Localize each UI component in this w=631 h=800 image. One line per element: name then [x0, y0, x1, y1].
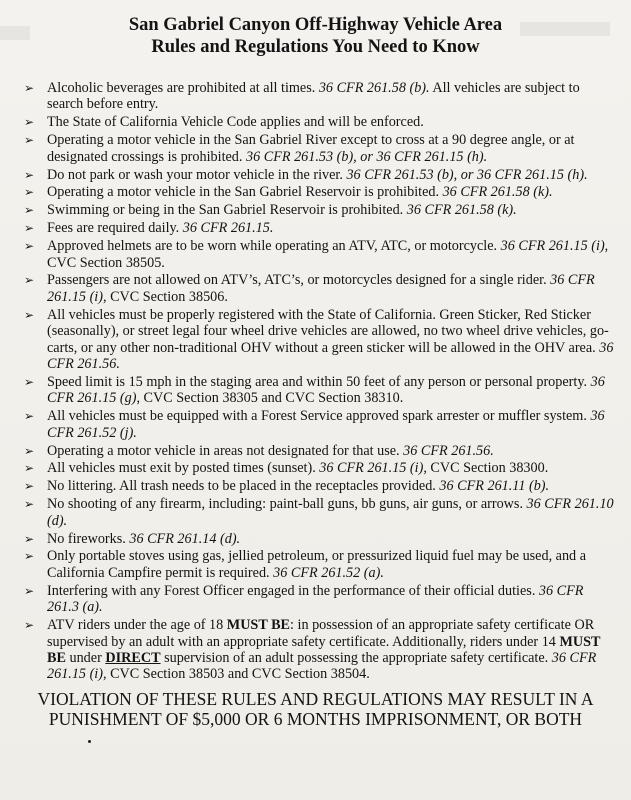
rule-item [22, 548, 616, 581]
arrow-bullet-icon: ➢ [24, 273, 35, 288]
rule-item [22, 114, 616, 130]
rule-text: All vehicles must be properly registered with the State of California. Green Sticker, Red Sticker (seasonally), or street legal four wheel drive vehicles are allowed, no two wheel drive vehicles, go-carts, or any other non-traditional OHV without a green sticker will be allowed in the OHV area. [47, 306, 609, 356]
rule-citation: 36 CFR 261.11 (b). [439, 478, 550, 495]
rule-citation: 36 CFR 261.56. [403, 442, 494, 459]
rule-text: All vehicles must exit by posted times (sunset). [47, 460, 320, 477]
rule-text: The State of California Vehicle Code applies and will be enforced. [47, 114, 424, 131]
rule-item [22, 374, 616, 407]
rule-text: under [65, 649, 106, 666]
rule-emphasis: DIRECT [105, 649, 161, 666]
rule-citation: 36 CFR 261.14 (d). [129, 530, 241, 547]
penalty-warning: VIOLATION OF THESE RULES AND REGULATIONS MAY RESULT IN A PUNISHMENT OF $5,000 OR 6 MONTHS IMPRISONMENT, OR BOTH [37, 689, 594, 729]
rule-citation: 36 CFR 261.53 (b), or 36 CFR 261.15 (h). [246, 148, 488, 165]
rule-text: Approved helmets are to be worn while operating an ATV, ATC, or motorcycle. [47, 238, 501, 255]
rule-item [22, 220, 616, 236]
rule-text: supervision of an adult possessing the appropriate safety certificate. [160, 649, 552, 666]
rule-citation: 36 CFR 261.15 (i) [47, 649, 597, 683]
rule-item [22, 531, 616, 547]
rule-item [22, 80, 616, 113]
page-title [0, 14, 631, 58]
rule-citation: 36 CFR 261.10 (d). [47, 496, 614, 529]
rule-item [22, 617, 616, 683]
arrow-bullet-icon: ➢ [24, 618, 35, 633]
rule-citation: 36 CFR 261.15 (i) [47, 272, 595, 305]
rule-text: Operating a motor vehicle in areas not designated for that use. [47, 442, 404, 459]
rule-text: Operating a motor vehicle in the San Gabriel Reservoir is prohibited. [47, 184, 443, 201]
rule-citation: 36 CFR 261.15 (g) [47, 373, 605, 407]
rule-item [22, 184, 616, 200]
rule-text: Fees are required daily. [47, 220, 183, 237]
rule-item [22, 583, 616, 616]
rule-citation: 36 CFR 261.52 (a). [273, 564, 384, 581]
arrow-bullet-icon: ➢ [24, 239, 35, 254]
arrow-bullet-icon: ➢ [24, 203, 35, 218]
rules-list [22, 80, 616, 684]
rule-item [22, 460, 616, 476]
rule-text: No littering. All trash needs to be placed in the receptacles provided. [47, 478, 440, 495]
rule-citation: 36 CFR 261.58 (b). [318, 80, 430, 96]
rule-item [22, 307, 616, 373]
rule-item [22, 132, 616, 165]
arrow-bullet-icon: ➢ [24, 221, 35, 236]
arrow-bullet-icon: ➢ [24, 461, 35, 476]
rule-item [22, 238, 616, 271]
rule-text: No fireworks. [47, 530, 130, 547]
scan-speck [88, 740, 91, 743]
rule-text: Alcoholic beverages are prohibited at all times. [47, 80, 319, 96]
arrow-bullet-icon: ➢ [24, 409, 35, 424]
rule-item [22, 496, 616, 529]
rule-citation: 36 CFR 261.15 (i) [319, 460, 424, 477]
arrow-bullet-icon: ➢ [24, 531, 35, 546]
rule-citation: 36 CFR 261.3 (a). [47, 582, 584, 616]
arrow-bullet-icon: ➢ [24, 497, 35, 512]
arrow-bullet-icon: ➢ [24, 549, 35, 564]
rule-text: Do not park or wash your motor vehicle in the river. [47, 166, 347, 183]
arrow-bullet-icon: ➢ [24, 167, 35, 182]
rule-text: , CVC Section 38305 and CVC Section 38310. [136, 390, 404, 407]
rule-item [22, 408, 616, 441]
rule-citation: 36 CFR 261.15 (i) [500, 238, 605, 255]
rule-text: Only portable stoves using gas, jellied petroleum, or pressurized liquid fuel may be used, and a California Campfire permit is required. [47, 548, 586, 581]
rule-text: , CVC Section 38503 and CVC Section 38504. [102, 666, 370, 683]
rule-text: No shooting of any firearm, including: paint-ball guns, bb guns, air guns, or arrows. [47, 496, 527, 513]
arrow-bullet-icon: ➢ [24, 583, 35, 598]
rule-citation: 36 CFR 261.15. [182, 220, 274, 237]
arrow-bullet-icon: ➢ [24, 133, 35, 148]
rule-item [22, 202, 616, 218]
arrow-bullet-icon: ➢ [24, 479, 35, 494]
rule-text: All vehicles are subject to search before entry. [47, 80, 580, 113]
arrow-bullet-icon: ➢ [24, 307, 35, 322]
rule-text: , CVC Section 38506. [102, 288, 228, 305]
rule-text: , CVC Section 38300. [423, 460, 549, 477]
rule-text: Interfering with any Forest Officer engaged in the performance of their official duties. [47, 582, 539, 599]
rule-text: Operating a motor vehicle in the San Gabriel River except to cross at a 90 degree angle, or at designated crossings is prohibited. [47, 132, 575, 165]
title-line-1: San Gabriel Canyon Off-Highway Vehicle Area [128, 15, 503, 35]
rule-citation: 36 CFR 261.58 (k). [442, 184, 553, 201]
rule-text: : in possession of an appropriate safety certificate OR supervised by an adult with an appropriate safety certificate. Additionally, riders under 14 [47, 617, 595, 650]
rule-item [22, 167, 616, 183]
rule-text: ATV riders under the age of 18 [47, 617, 227, 634]
rule-item [22, 478, 616, 494]
arrow-bullet-icon: ➢ [24, 81, 35, 95]
rule-citation: 36 CFR 261.56. [47, 339, 614, 372]
rule-item [22, 272, 616, 305]
rule-citation: 36 CFR 261.53 (b), or 36 CFR 261.15 (h). [346, 166, 588, 183]
rule-text: Passengers are not allowed on ATV’s, ATC’s, or motorcycles designed for a single rider. [47, 272, 551, 289]
rule-text: , CVC Section 38505. [47, 238, 609, 271]
arrow-bullet-icon: ➢ [24, 443, 35, 458]
rule-emphasis: MUST BE [226, 617, 291, 634]
rule-item [22, 443, 616, 459]
rule-citation: 36 CFR 261.58 (k). [406, 202, 517, 219]
arrow-bullet-icon: ➢ [24, 115, 35, 130]
arrow-bullet-icon: ➢ [24, 185, 35, 200]
rule-text: All vehicles must be equipped with a Forest Service approved spark arrester or muffler system. [47, 408, 591, 425]
rule-text: Speed limit is 15 mph in the staging area and within 50 feet of any person or personal property. [47, 373, 591, 390]
rule-text: Swimming or being in the San Gabriel Reservoir is prohibited. [47, 202, 407, 219]
arrow-bullet-icon: ➢ [24, 374, 35, 389]
title-line-2: Rules and Regulations You Need to Know [151, 37, 480, 57]
rule-citation: 36 CFR 261.52 (j). [47, 408, 605, 441]
rule-emphasis: MUST BE [47, 633, 601, 666]
